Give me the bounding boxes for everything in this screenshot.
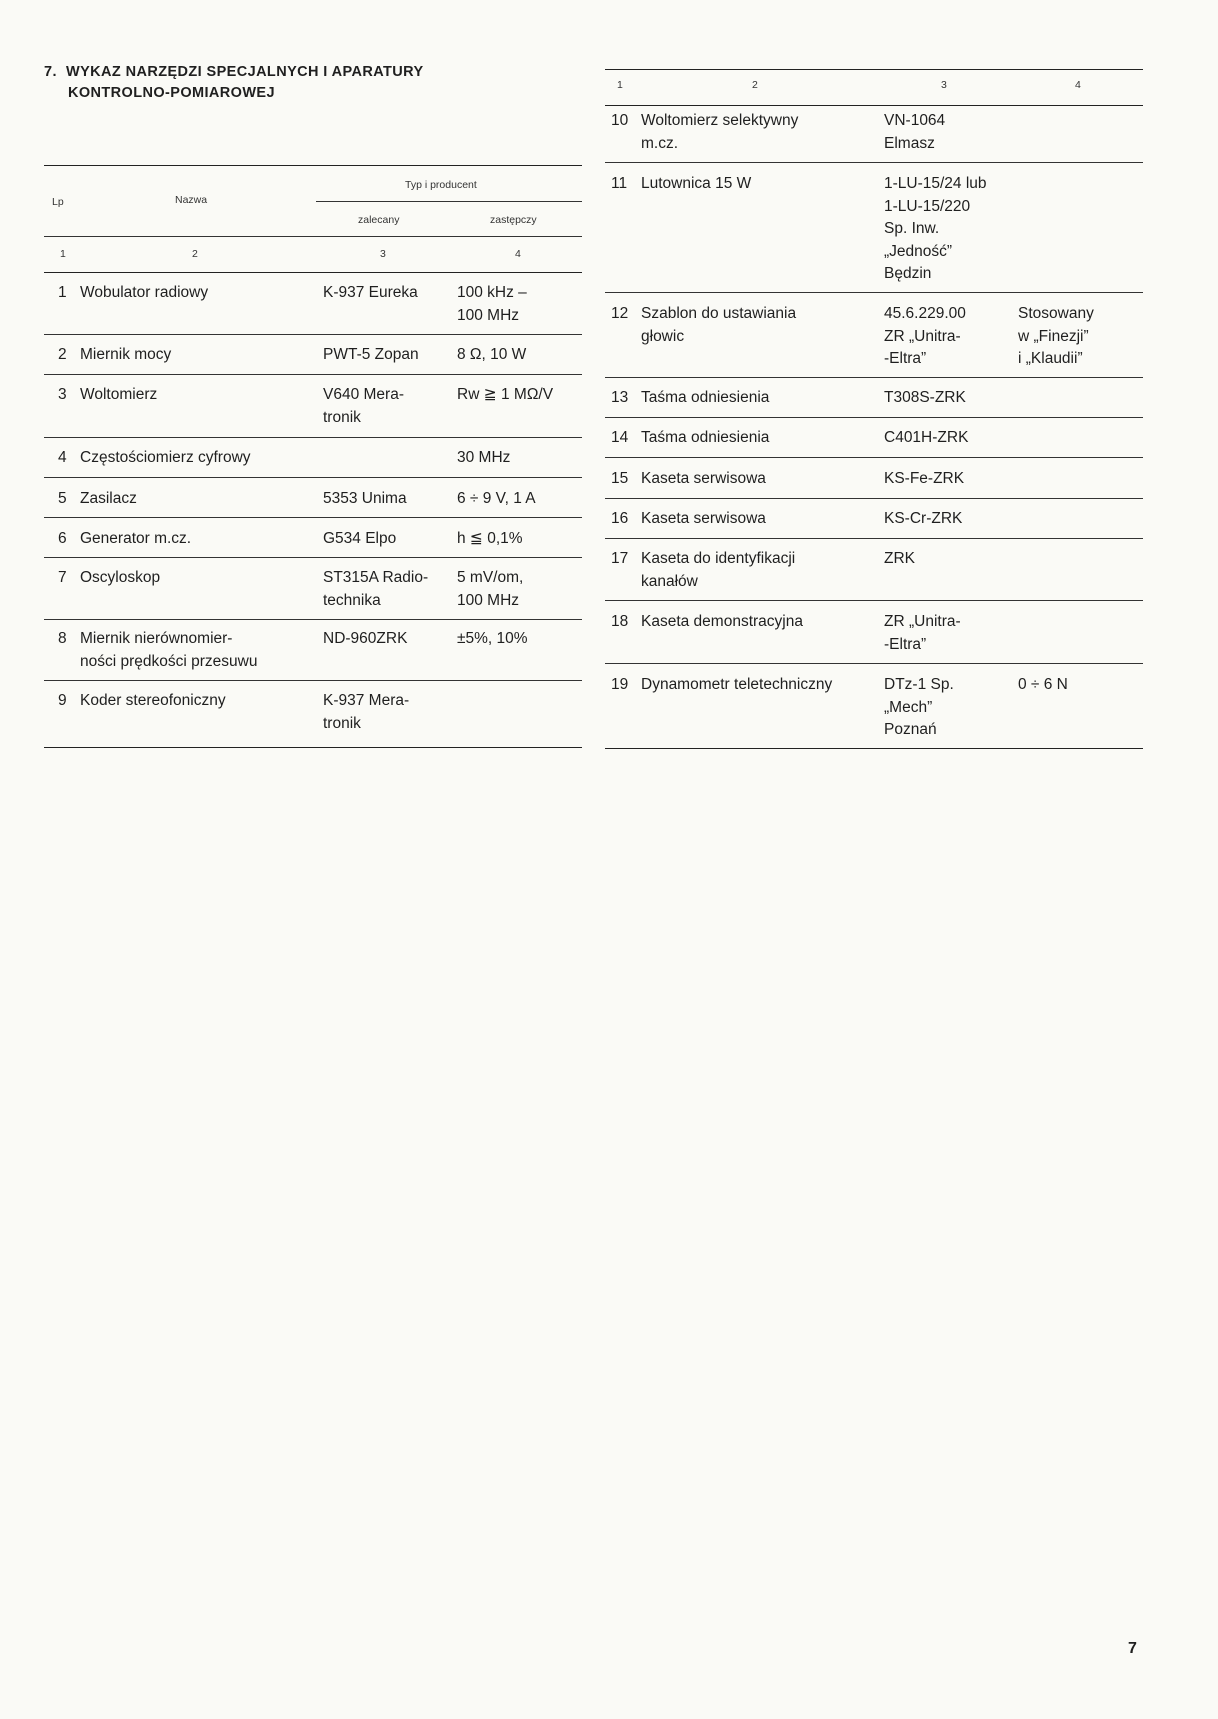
table-rule [44, 680, 582, 681]
section-title-line2: KONTROLNO-POMIAROWEJ [68, 85, 275, 101]
row-name: Kaseta demonstracyjna [641, 613, 803, 630]
row-number: 11 [611, 175, 628, 192]
row-number: 9 [58, 692, 67, 709]
row-name: Woltomierz selektywny m.cz. [641, 112, 799, 152]
header-zastepczy: zastępczy [490, 214, 537, 226]
row-substitute: Stosowany w „Finezji” i „Klaudii” [1018, 305, 1094, 367]
table-rule [44, 477, 582, 478]
row-name: Wobulator radiowy [80, 284, 209, 301]
table-rule [605, 498, 1143, 499]
header-nazwa: Nazwa [175, 194, 208, 206]
row-recommended: G534 Elpo [323, 530, 397, 547]
row-recommended: PWT-5 Zopan [323, 346, 419, 363]
header-col-2: 2 [192, 248, 198, 260]
header-col-3: 3 [941, 79, 947, 91]
row-number: 12 [611, 305, 629, 322]
table-rule [44, 437, 582, 438]
row-substitute: 6 ÷ 9 V, 1 A [457, 490, 536, 507]
table-rule [44, 165, 582, 166]
row-number: 7 [58, 569, 67, 586]
row-recommended: V640 Mera- tronik [323, 386, 404, 426]
row-recommended: ZR „Unitra- -Eltra” [884, 613, 961, 653]
table-rule [44, 374, 582, 375]
row-name: Generator m.cz. [80, 530, 192, 547]
row-substitute: Rw ≧ 1 MΩ/V [457, 386, 554, 403]
row-number: 4 [58, 449, 67, 466]
row-recommended: ZRK [884, 550, 915, 567]
row-name: Miernik mocy [80, 346, 172, 363]
row-number: 2 [58, 346, 67, 363]
row-number: 15 [611, 470, 629, 487]
row-name: Taśma odniesienia [641, 389, 770, 406]
table-rule [44, 334, 582, 335]
row-name: Częstościomierz cyfrowy [80, 449, 251, 466]
section-title-line1: WYKAZ NARZĘDZI SPECJALNYCH I APARATURY [66, 64, 424, 80]
table-rule [605, 377, 1143, 378]
table-rule [605, 748, 1143, 749]
table-rule [44, 272, 582, 273]
section-number: 7. [44, 64, 57, 80]
table-rule [605, 162, 1143, 163]
row-substitute: 8 Ω, 10 W [457, 346, 527, 363]
row-name: Miernik nierównomier- ności prędkości przesuwu [80, 630, 258, 670]
row-recommended: ST315A Radio- technika [323, 569, 429, 609]
row-number: 3 [58, 386, 67, 403]
row-recommended: DTz-1 Sp. „Mech” Poznań [884, 676, 954, 738]
row-name: Dynamometr teletechniczny [641, 676, 833, 693]
header-col-1: 1 [60, 248, 66, 260]
table-rule [605, 600, 1143, 601]
table-rule [605, 292, 1143, 293]
table-rule [44, 236, 582, 237]
row-recommended: 1-LU-15/24 lub 1-LU-15/220 Sp. Inw. „Jedność” Będzin [884, 175, 987, 282]
row-name: Lutownica 15 W [641, 175, 752, 192]
row-recommended: K-937 Eureka [323, 284, 418, 301]
table-rule [44, 747, 582, 748]
table-rule [316, 201, 582, 202]
table-rule [605, 663, 1143, 664]
row-recommended: T308S-ZRK [884, 389, 966, 406]
header-col-2: 2 [752, 79, 758, 91]
row-substitute: ±5%, 10% [457, 630, 528, 647]
row-name: Kaseta do identyfikacji kanałów [641, 550, 796, 590]
row-recommended: ND-960ZRK [323, 630, 408, 647]
row-name: Koder stereofoniczny [80, 692, 226, 709]
row-recommended: 45.6.229.00 ZR „Unitra- -Eltra” [884, 305, 966, 367]
row-number: 6 [58, 530, 67, 547]
table-rule [44, 557, 582, 558]
row-number: 16 [611, 510, 629, 527]
row-name: Kaseta serwisowa [641, 510, 766, 527]
row-number: 8 [58, 630, 67, 647]
row-number: 18 [611, 613, 629, 630]
row-number: 19 [611, 676, 629, 693]
row-name: Szablon do ustawiania głowic [641, 305, 797, 345]
table-rule [605, 457, 1143, 458]
header-zalecany: zalecany [358, 214, 400, 226]
row-name: Woltomierz [80, 386, 158, 403]
header-col-1: 1 [617, 79, 623, 91]
page-number: 7 [1128, 1640, 1137, 1657]
header-col-3: 3 [380, 248, 386, 260]
row-recommended: 5353 Unima [323, 490, 407, 507]
row-name: Kaseta serwisowa [641, 470, 766, 487]
row-number: 1 [58, 284, 67, 301]
table-rule [44, 517, 582, 518]
header-typ-producent: Typ i producent [405, 179, 477, 191]
row-name: Oscyloskop [80, 569, 161, 586]
row-recommended: KS-Cr-ZRK [884, 510, 963, 527]
row-substitute: 100 kHz – 100 MHz [457, 284, 527, 324]
table-rule [605, 417, 1143, 418]
row-recommended: KS-Fe-ZRK [884, 470, 965, 487]
header-col-4: 4 [515, 248, 521, 260]
section-title [44, 62, 564, 104]
row-number: 10 [611, 112, 629, 129]
row-number: 5 [58, 490, 67, 507]
row-number: 17 [611, 550, 629, 567]
row-recommended: K-937 Mera- tronik [323, 692, 410, 732]
row-substitute: 30 MHz [457, 449, 511, 466]
row-substitute: 0 ÷ 6 N [1018, 676, 1068, 693]
row-recommended: VN-1064 Elmasz [884, 112, 946, 152]
row-number: 14 [611, 429, 629, 446]
row-number: 13 [611, 389, 629, 406]
row-substitute: h ≦ 0,1% [457, 530, 523, 547]
table-rule [605, 105, 1143, 106]
table-rule [44, 619, 582, 620]
row-recommended: C401H-ZRK [884, 429, 969, 446]
table-rule [605, 69, 1143, 70]
header-lp: Lp [52, 196, 64, 208]
row-substitute: 5 mV/om, 100 MHz [457, 569, 524, 609]
header-col-4: 4 [1075, 79, 1081, 91]
table-rule [605, 538, 1143, 539]
row-name: Taśma odniesienia [641, 429, 770, 446]
row-name: Zasilacz [80, 490, 137, 507]
